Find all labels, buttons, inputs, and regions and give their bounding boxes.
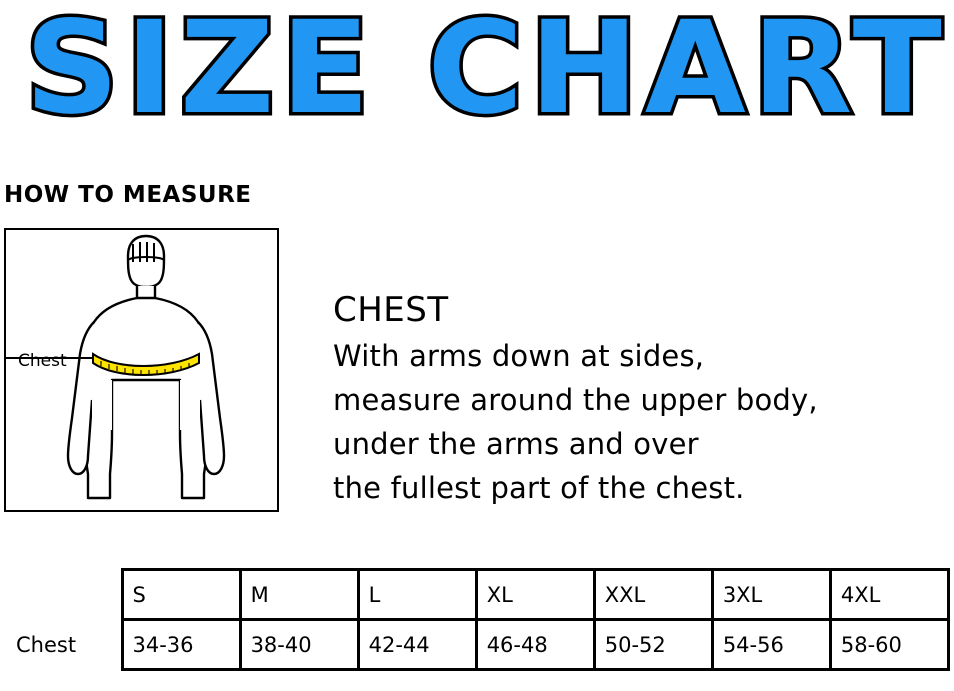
table-header-xxl: XXL	[594, 570, 712, 620]
description-line-2: measure around the upper body,	[333, 383, 818, 417]
description-body	[333, 334, 943, 510]
table-cell-chest-xxl: 50-52	[594, 620, 712, 670]
measurement-description	[333, 288, 943, 510]
table-header-m: M	[240, 570, 358, 620]
page-title: SIZE CHART	[24, 0, 948, 143]
table-header-row	[4, 570, 949, 620]
description-heading: CHEST	[333, 290, 449, 330]
table-cell-chest-l: 42-44	[358, 620, 476, 670]
table-corner-cell	[4, 570, 122, 620]
table-header-3xl: 3XL	[712, 570, 830, 620]
description-line-1: With arms down at sides,	[333, 339, 705, 373]
table-cell-chest-s: 34-36	[122, 620, 240, 670]
table-row	[4, 620, 949, 670]
table-cell-chest-m: 38-40	[240, 620, 358, 670]
table-header-l: L	[358, 570, 476, 620]
page-title-banner	[0, 0, 954, 150]
table-header-s: S	[122, 570, 240, 620]
table-cell-chest-3xl: 54-56	[712, 620, 830, 670]
figure-chest-callout: Chest	[18, 351, 67, 371]
table-header-4xl: 4XL	[830, 570, 948, 620]
table-header-xl: XL	[476, 570, 594, 620]
how-to-measure-heading: HOW TO MEASURE	[4, 182, 252, 208]
size-table	[4, 568, 950, 671]
description-line-3: under the arms and over	[333, 427, 699, 461]
table-cell-chest-4xl: 58-60	[830, 620, 948, 670]
description-line-4: the fullest part of the chest.	[333, 471, 745, 505]
table-row-label-chest: Chest	[16, 632, 77, 657]
table-cell-chest-xl: 46-48	[476, 620, 594, 670]
